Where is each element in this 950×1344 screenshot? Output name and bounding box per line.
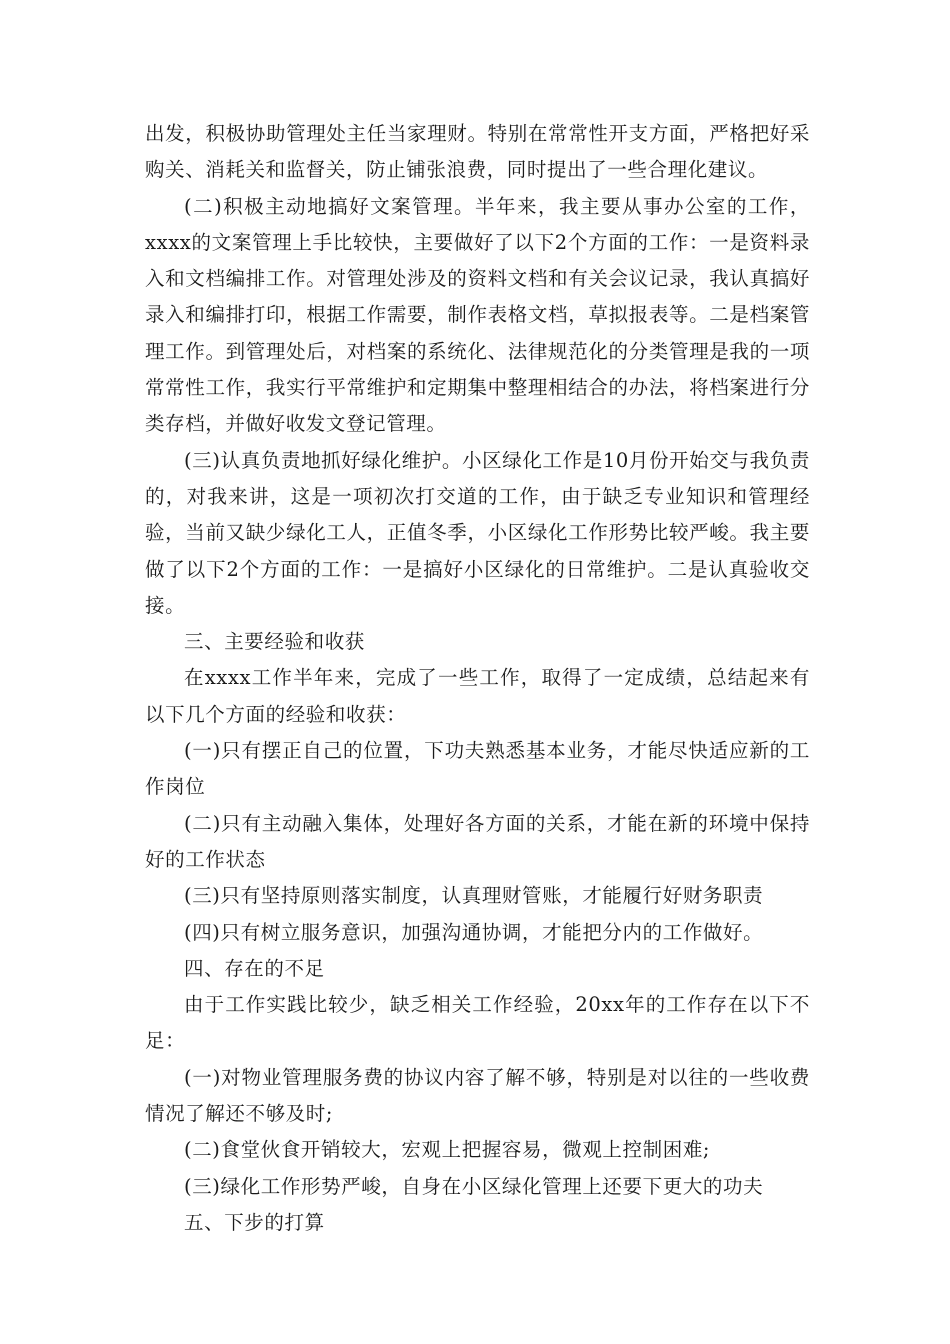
- list-item-experience-1: (一)只有摆正自己的位置，下功夫熟悉基本业务，才能尽快适应新的工作岗位: [145, 739, 810, 799]
- section-heading-next-plans: 五、下步的打算: [184, 1210, 325, 1234]
- document-body: [145, 116, 810, 1241]
- section-heading-shortcomings: 四、存在的不足: [184, 956, 325, 980]
- list-item-shortcoming-1: (一)对物业管理服务费的协议内容了解不够，特别是对以往的一些收费情况了解还不够及时;: [145, 1065, 810, 1126]
- paragraph-greening-maintenance: (三)认真负责地抓好绿化维护。小区绿化工作是10月份开始交与我负责的，对我来讲，这是一项初次打交道的工作，由于缺乏专业知识和管理经验，当前又缺少绿化工人，正值冬季，小区绿化工作形势比较严峻。我主要做了以下2个方面的工作：一是搞好小区绿化的日常维护。二是认真验收交接。: [145, 448, 810, 617]
- paragraph-shortcomings-intro: 由于工作实践比较少，缺乏相关工作经验，20xx年的工作存在以下不足：: [145, 993, 810, 1053]
- list-item-shortcoming-2: (二)食堂伙食开销较大，宏观上把握容易，微观上控制困难;: [184, 1138, 711, 1162]
- list-item-experience-4: (四)只有树立服务意识，加强沟通协调，才能把分内的工作做好。: [184, 920, 764, 944]
- list-item-experience-2: (二)只有主动融入集体，处理好各方面的关系，才能在新的环境中保持好的工作状态: [145, 811, 810, 871]
- list-item-experience-3: (三)只有坚持原则落实制度，认真理财管账，才能履行好财务职责: [184, 884, 764, 908]
- paragraph-document-management: (二)积极主动地搞好文案管理。半年来，我主要从事办公室的工作，xxxx的文案管理上手比较快，主要做好了以下2个方面的工作：一是资料录入和文档编排工作。对管理处涉及的资料文档和有关会议记录，我认真搞好录入和编排打印，根据工作需要，制作表格文档，草拟报表等。二是档案管理工作。到管理处后，对档案的系统化、法律规范化的分类管理是我的一项常常性工作，我实行平常维护和定期集中整理相结合的办法，将档案进行分类存档，并做好收发文登记管理。: [145, 194, 810, 436]
- list-item-shortcoming-3: (三)绿化工作形势严峻，自身在小区绿化管理上还要下更大的功夫: [184, 1174, 764, 1198]
- paragraph-continuation: 出发，积极协助管理处主任当家理财。特别在常常性开支方面，严格把好采购关、消耗关和监督关，防止铺张浪费，同时提出了一些合理化建议。: [145, 122, 810, 182]
- section-heading-experience: 三、主要经验和收获: [184, 630, 365, 654]
- paragraph-experience-intro: 在xxxx工作半年来，完成了一些工作，取得了一定成绩，总结起来有以下几个方面的经验和收获：: [145, 666, 810, 726]
